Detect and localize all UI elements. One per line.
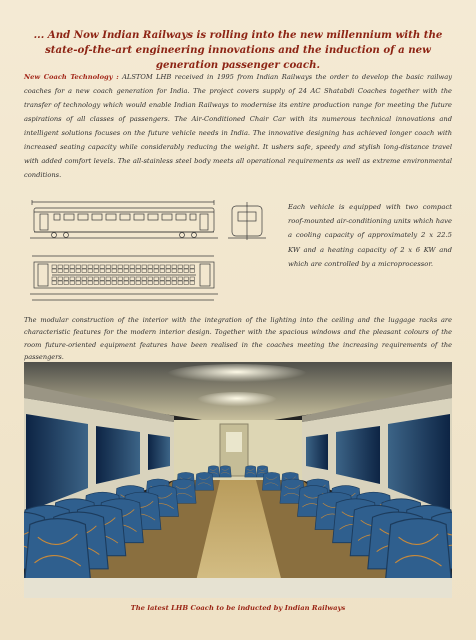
coach-interior-photo-icon bbox=[24, 362, 452, 598]
coach-drawing-icon bbox=[28, 196, 274, 308]
aircon-spec-paragraph: Each vehicle is equipped with two compact roof-mounted air-conditioning units which have a cooling capacity of approximately 2 x 22.5 KW and a heating capacity of 2 x 6 KW and which are controlled by a microprocessor. bbox=[288, 203, 452, 268]
coach-interior-photo bbox=[24, 362, 452, 598]
photo-caption: The latest LHB Coach to be inducted by Indian Railways bbox=[130, 604, 346, 612]
headline: ... And Now Indian Railways is rolling into the new millennium with the state-of-the-art engineering innovations and the induction of a new generation passenger coach. bbox=[33, 29, 443, 71]
interior-design-paragraph: The modular construction of the interior with the integration of the lighting into the ceiling and the luggage racks are characteristic features for the modern interior design. Together with the spacious windows and the pleasant colours of the room future-oriented equipment features have been realised in the coaches meeting the increasing requirements of the passengers. bbox=[24, 316, 452, 362]
intro-lead: New Coach Technology : bbox=[24, 73, 119, 81]
intro-body: ALSTOM LHB received in 1995 from Indian Railways the order to develop the basic railway coaches for a new coach generation for India. The project covers supply of 24 AC Shatabdi Coaches together with the transfer of technology which would enable Indian Railways to modernise its entire production range for meeting the future aspirations of all classes of passengers. The Air-Conditioned Chair Car with its numerous technical innovations and intelligent solutions focuses on the future vehicle needs in India. The innovative designing has achieved longer coach with increased seating capacity while considerably reducing the weight. It ushers safe, speedy and stylish long-distance travel with added comfort levels. The all-stainless steel body meets all operational requirements as well as extreme environmental conditions. bbox=[24, 73, 452, 179]
coach-drawing bbox=[28, 196, 274, 308]
intro-paragraph bbox=[24, 70, 452, 182]
